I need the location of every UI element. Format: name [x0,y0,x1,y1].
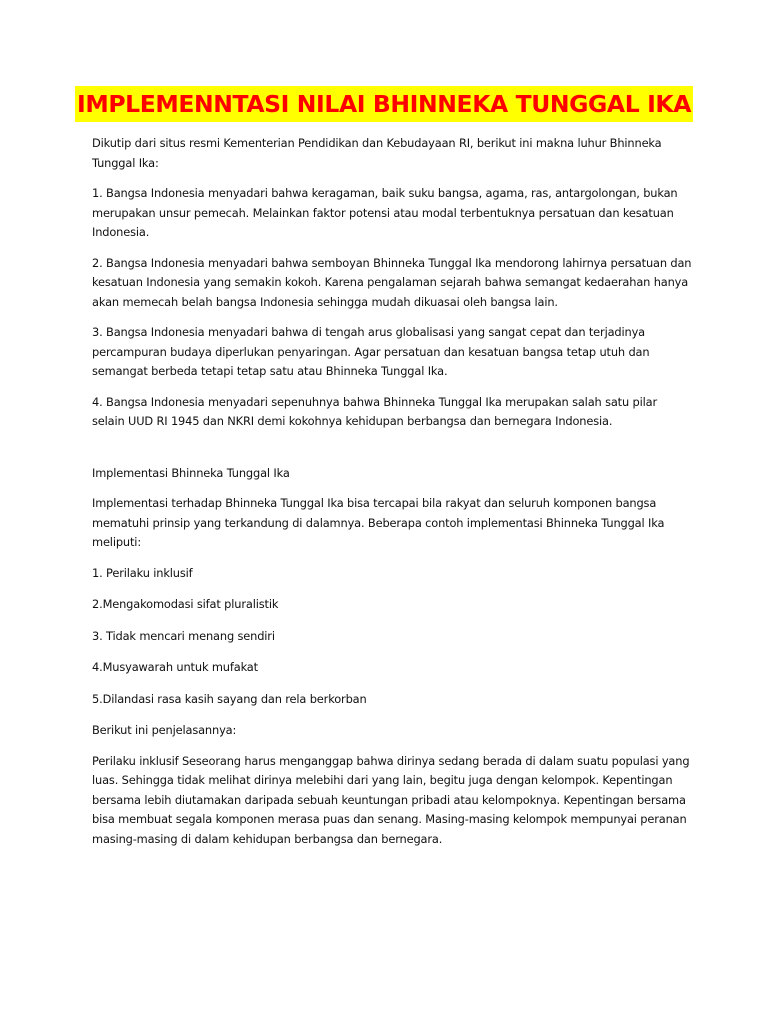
section-heading: Implementasi Bhinneka Tunggal Ika [92,465,290,480]
list-item-2: 2.Mengakomodasi sifat pluralistik [92,597,279,611]
list-item-4: 4.Musyawarah untuk mufakat [92,660,258,674]
intro-paragraph: Dikutip dari situs resmi Kementerian Pendidikan dan Kebudayaan RI, berikut ini makna luhur Bhinneka Tunggal Ika: [92,136,662,170]
explanation-paragraph: Perilaku inklusif Seseorang harus menganggap bahwa dirinya sedang berada di dalam suatu populasi yang luas. Sehingga tidak melihat dirinya melebihi dari yang lain, begitu juga dengan kelompok. Kepentingan bersama lebih diutamakan daripada sebuah keuntungan pribadi atau kelompoknya. Kepentingan bersama bisa membuat segala komponen merasa puas dan senang. Masing-masing kelompok mempunyai peranan masing-masing di dalam kehidupan berbangsa dan bernegara. [92,753,690,846]
point-paragraph-2: 2. Bangsa Indonesia menyadari bahwa semboyan Bhinneka Tunggal Ika mendorong lahirnya persatuan dan kesatuan Indonesia yang semakin kokoh. Karena pengalaman sejarah bahwa semangat kedaerahan hanya akan memecah belah bangsa Indonesia sehingga mudah dikuasai oleh bangsa lain. [92,255,692,309]
point-paragraph-1: 1. Bangsa Indonesia menyadari bahwa keragaman, baik suku bangsa, agama, ras, antargolongan, bukan merupakan unsur pemecah. Melainkan faktor potensi atau modal terbentuknya persatuan dan kesatuan Indonesia. [92,186,678,239]
title-container [0,86,768,122]
document-body [92,134,692,860]
list-item-3: 3. Tidak mencari menang sendiri [92,628,275,643]
list-item-5: 5.Dilandasi rasa kasih sayang dan rela berkorban [92,691,367,706]
explanation-lead: Berikut ini penjelasannya: [92,723,237,737]
page-title: IMPLEMENNTASI NILAI BHINNEKA TUNGGAL IKA [75,86,693,122]
section-intro-paragraph: Implementasi terhadap Bhinneka Tunggal Ika bisa tercapai bila rakyat dan seluruh komponen bangsa mematuhi prinsip yang terkandung di dalamnya. Beberapa contoh implementasi Bhinneka Tunggal Ika meliputi: [92,496,665,549]
point-paragraph-4: 4. Bangsa Indonesia menyadari sepenuhnya bahwa Bhinneka Tunggal Ika merupakan salah satu pilar selain UUD RI 1945 dan NKRI demi kokohnya kehidupan berbangsa dan bernegara Indonesia. [92,394,658,428]
list-item-1: 1. Perilaku inklusif [92,565,193,580]
point-paragraph-3: 3. Bangsa Indonesia menyadari bahwa di tengah arus globalisasi yang sangat cepat dan terjadinya percampuran budaya diperlukan penyaringan. Agar persatuan dan kesatuan bangsa tetap utuh dan semangat berbeda tetapi tetap satu atau Bhinneka Tunggal Ika. [92,325,650,378]
